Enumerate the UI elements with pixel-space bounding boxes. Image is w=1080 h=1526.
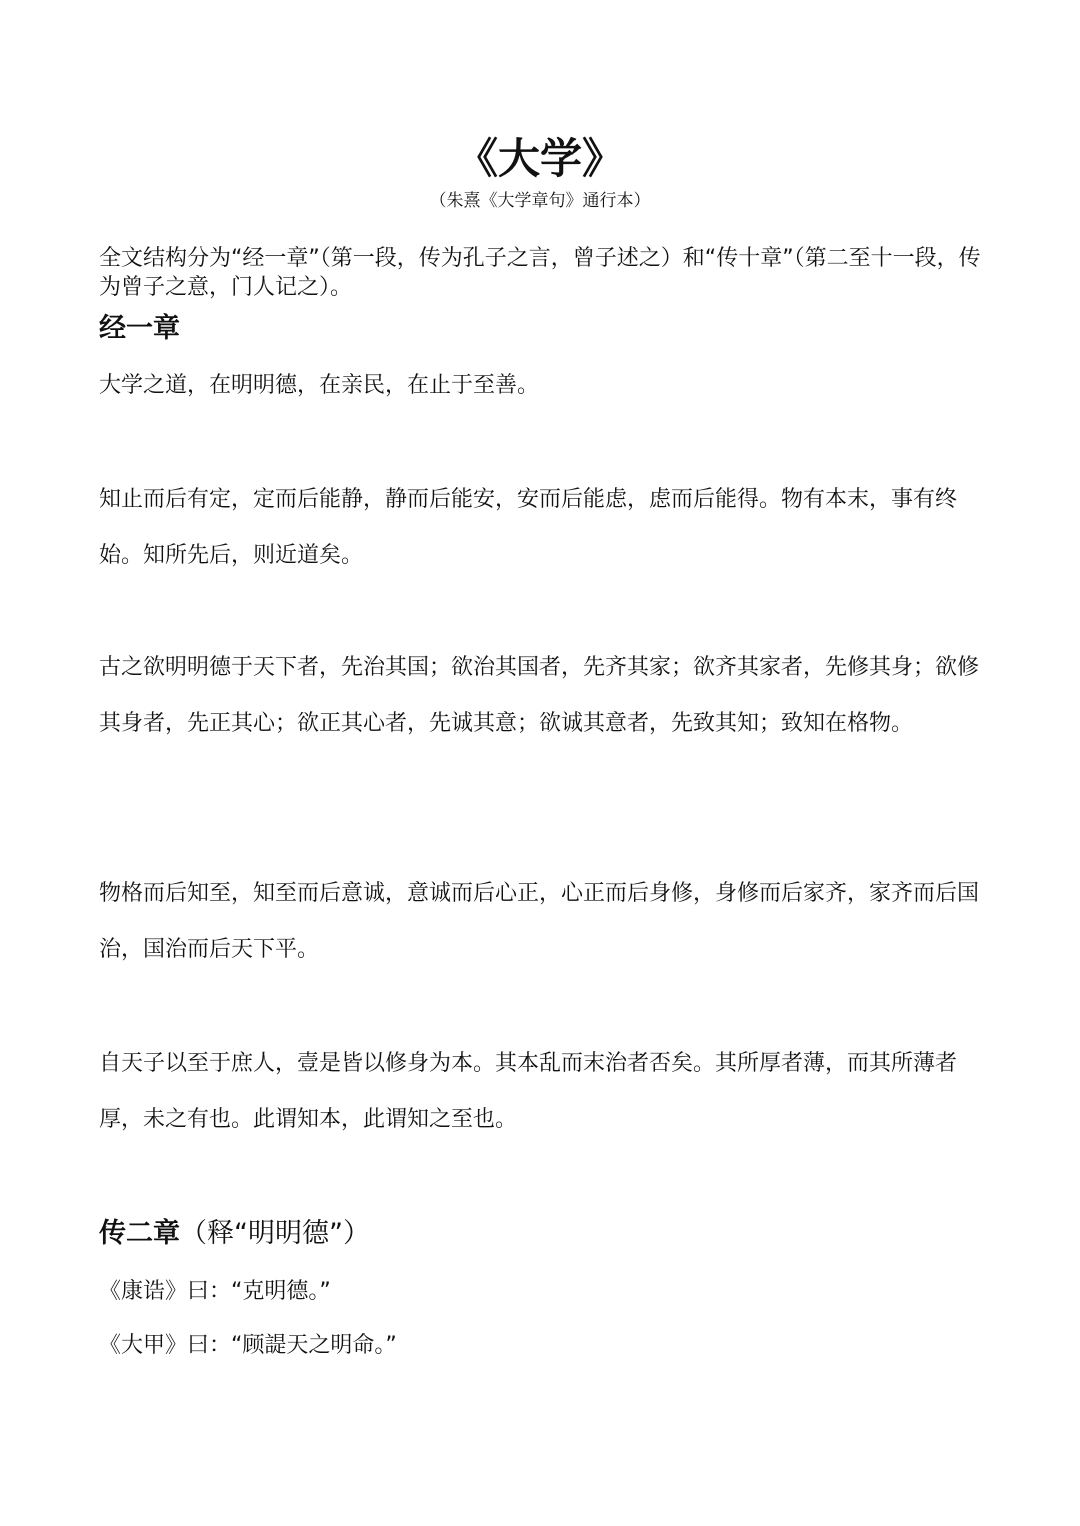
quote-kang-gao: 《康诰》曰：“克明德。” xyxy=(99,1279,331,1304)
paragraph-1: 大学之道，在明明德，在亲民，在止于至善。 xyxy=(99,373,540,398)
section-heading-text: 经一章 xyxy=(99,313,180,344)
paragraph-5: 自天子以至于庶人，壹是皆以修身为本。其本乱而末治者否矣。其所厚者薄，而其所薄者厚，未之有也。此谓知本，此谓知之至也。 xyxy=(99,1051,958,1132)
paragraph-4: 物格而后知至，知至而后意诚，意诚而后心正，心正而后身修，身修而后家齐，家齐而后国治，国治而后天下平。 xyxy=(99,881,980,962)
paragraph-3: 古之欲明明德于天下者，先治其国；欲治其国者，先齐其家；欲齐其家者，先修其身；欲修其身者，先正其心；欲正其心者，先诚其意；欲诚其意者，先致其知；致知在格物。 xyxy=(99,655,980,736)
document-subtitle: （朱熹《大学章句》通行本） xyxy=(429,191,651,211)
section-heading-chuan-er-zhang xyxy=(99,1217,370,1251)
intro-paragraph: 全文结构分为“经一章”（第一段，传为孔子之言，曾子述之）和“传十章”（第二至十一段，传为曾子之意，门人记之）。 xyxy=(99,246,981,300)
section-heading-text: 传二章 xyxy=(99,1218,180,1249)
section-heading-jing-yi-zhang xyxy=(99,312,180,346)
quote-da-jia: 《大甲》曰：“顾諟天之明命。” xyxy=(99,1333,397,1358)
document-title: 《大学》 xyxy=(455,134,624,183)
paragraph-2: 知止而后有定，定而后能静，静而后能安，安而后能虑，虑而后能得。物有本末，事有终始。知所先后，则近道矣。 xyxy=(99,487,958,568)
section-heading-note: （释“明明德”） xyxy=(180,1218,370,1249)
